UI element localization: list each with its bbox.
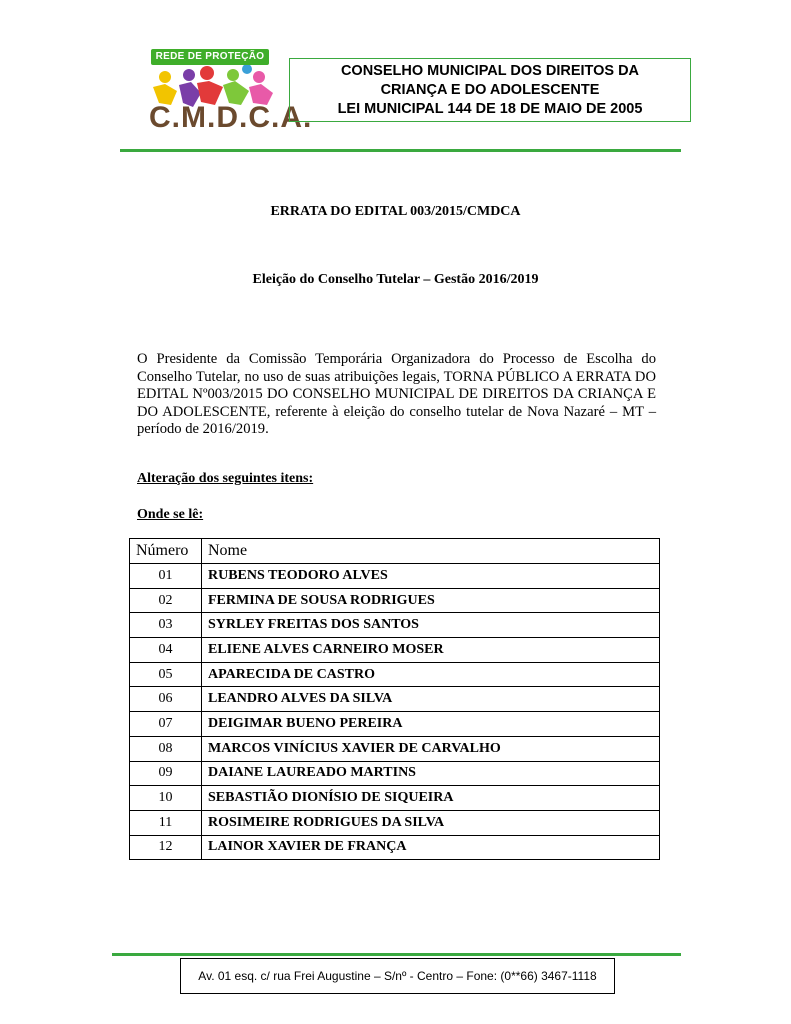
row-name: LEANDRO ALVES DA SILVA bbox=[202, 687, 660, 712]
where-it-reads-heading: Onde se lê: bbox=[137, 507, 204, 522]
row-name: DAIANE LAUREADO MARTINS bbox=[202, 761, 660, 786]
row-number: 08 bbox=[130, 736, 202, 761]
table-row bbox=[130, 564, 660, 589]
row-name: ELIENE ALVES CARNEIRO MOSER bbox=[202, 638, 660, 663]
column-header-name: Nome bbox=[202, 539, 660, 564]
footer-address-box bbox=[180, 958, 615, 994]
row-name: SYRLEY FREITAS DOS SANTOS bbox=[202, 613, 660, 638]
row-number: 05 bbox=[130, 662, 202, 687]
cmdca-logo bbox=[143, 47, 313, 142]
candidates-table bbox=[129, 538, 660, 860]
row-name: MARCOS VINÍCIUS XAVIER DE CARVALHO bbox=[202, 736, 660, 761]
row-name: RUBENS TEODORO ALVES bbox=[202, 564, 660, 589]
row-number: 02 bbox=[130, 588, 202, 613]
row-name: ROSIMEIRE RODRIGUES DA SILVA bbox=[202, 810, 660, 835]
row-number: 04 bbox=[130, 638, 202, 663]
row-name: DEIGIMAR BUENO PEREIRA bbox=[202, 712, 660, 737]
document-subtitle: Eleição do Conselho Tutelar – Gestão 2016/2019 bbox=[252, 272, 539, 287]
table-row bbox=[130, 810, 660, 835]
row-name: LAINOR XAVIER DE FRANÇA bbox=[202, 835, 660, 860]
row-name: SEBASTIÃO DIONÍSIO DE SIQUEIRA bbox=[202, 786, 660, 811]
header-line-2: CRIANÇA E DO ADOLESCENTE bbox=[380, 81, 600, 98]
row-number: 11 bbox=[130, 810, 202, 835]
table-row bbox=[130, 588, 660, 613]
row-name: FERMINA DE SOUSA RODRIGUES bbox=[202, 588, 660, 613]
intro-paragraph: O Presidente da Comissão Temporária Organizadora do Processo de Escolha do Conselho Tutelar, no uso de suas atribuições legais, TORNA PÚBLICO A ERRATA DO EDITAL Nº003/2015 DO CONSELHO MUNICIPAL DE DIREITOS DA CRIANÇA E DO ADOLESCENTE, referente à eleição do conselho tutelar de Nova Nazaré – MT – período de 2016/2019. bbox=[137, 351, 656, 438]
document-title: ERRATA DO EDITAL 003/2015/CMDCA bbox=[270, 204, 521, 219]
row-name: APARECIDA DE CASTRO bbox=[202, 662, 660, 687]
column-header-number: Número bbox=[130, 539, 202, 564]
table-row bbox=[130, 662, 660, 687]
table-header-row bbox=[130, 539, 660, 564]
logo-banner: REDE DE PROTEÇÃO bbox=[151, 49, 269, 65]
table-row bbox=[130, 761, 660, 786]
table-row bbox=[130, 835, 660, 860]
row-number: 10 bbox=[130, 786, 202, 811]
table-row bbox=[130, 786, 660, 811]
header-line-3: LEI MUNICIPAL 144 DE 18 DE MAIO DE 2005 bbox=[337, 100, 643, 117]
logo-wordmark: C.M.D.C.A. bbox=[149, 101, 313, 134]
row-number: 06 bbox=[130, 687, 202, 712]
row-number: 01 bbox=[130, 564, 202, 589]
header-divider bbox=[120, 149, 681, 152]
table-row bbox=[130, 687, 660, 712]
row-number: 12 bbox=[130, 835, 202, 860]
changes-heading: Alteração dos seguintes itens: bbox=[137, 471, 314, 486]
row-number: 09 bbox=[130, 761, 202, 786]
header-line-1: CONSELHO MUNICIPAL DOS DIREITOS DA bbox=[340, 62, 640, 79]
footer-divider bbox=[112, 953, 681, 956]
row-number: 07 bbox=[130, 712, 202, 737]
table-row bbox=[130, 712, 660, 737]
table-row bbox=[130, 638, 660, 663]
row-number: 03 bbox=[130, 613, 202, 638]
council-header bbox=[289, 58, 691, 122]
table-row bbox=[130, 613, 660, 638]
footer-address: Av. 01 esq. c/ rua Frei Augustine – S/nº - Centro – Fone: (0**66) 3467-1118 bbox=[198, 969, 597, 983]
table-row bbox=[130, 736, 660, 761]
